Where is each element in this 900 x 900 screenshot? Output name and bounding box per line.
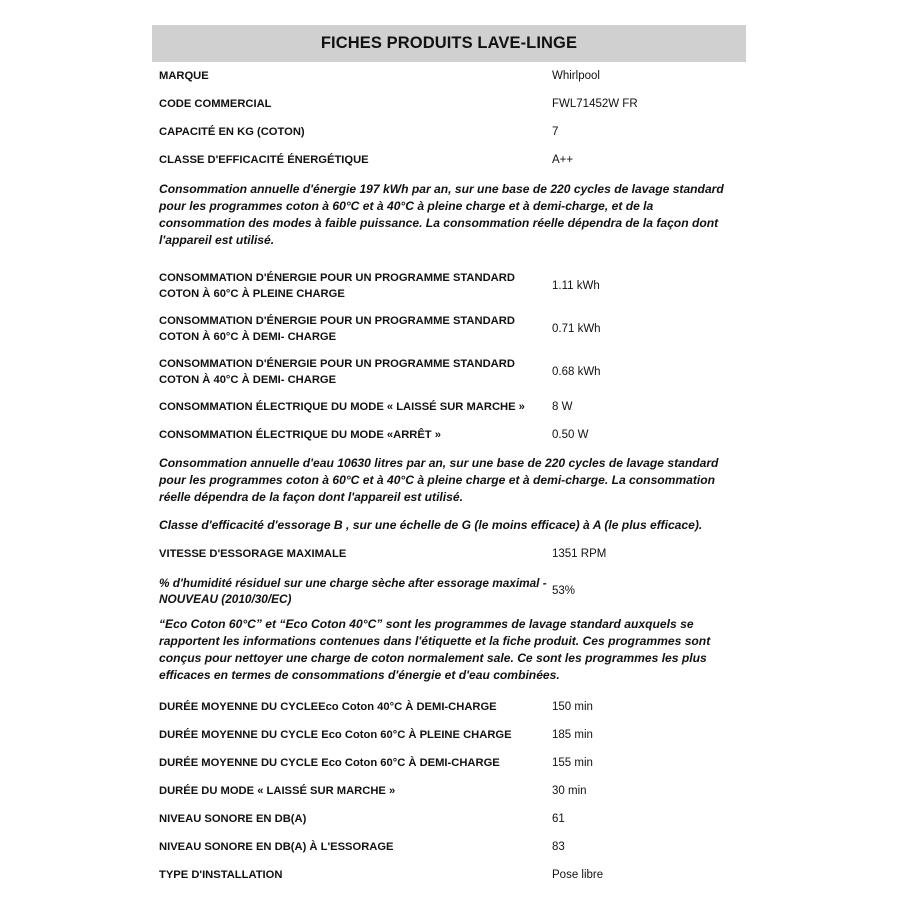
row-label: CONSOMMATION D'ÉNERGIE POUR UN PROGRAMME STANDARD COTON À 60°C À PLEINE CHARGE [159, 271, 515, 300]
row-value: 1.11 kWh [552, 279, 600, 292]
row-value: FWL71452W FR [552, 98, 638, 110]
row-energy-60-full [152, 264, 746, 307]
row-value: A++ [552, 154, 574, 166]
row-cycle-eco60-half [152, 749, 746, 777]
row-value: 150 min [552, 701, 593, 713]
row-value: 7 [552, 126, 559, 138]
energy-consumption-note: Consommation annuelle d'énergie 197 kWh par an, sur une base de 220 cycles de lavage standard pour les programmes coton à 60°C et à 40°C à pleine charge et à demi-charge, et de la consommation des modes à faible puissance. La consommation réelle dépendra de la façon dont l'appareil est utilisé. [159, 182, 724, 247]
row-label: DURÉE MOYENNE DU CYCLEEco Coton 40°C À DEMI-CHARGE [159, 701, 497, 713]
row-energy-60-half [152, 307, 746, 350]
product-sheet [152, 25, 746, 889]
row-label: CONSOMMATION ÉLECTRIQUE DU MODE «ARRÊT » [159, 429, 441, 441]
row-off-mode-power [152, 421, 746, 449]
row-brand [152, 62, 746, 90]
row-value: 83 [552, 841, 565, 853]
row-label: NIVEAU SONORE EN DB(A) À L'ESSORAGE [159, 841, 394, 853]
eco-programs-note: “Eco Coton 60°C” et “Eco Coton 40°C” sont les programmes de lavage standard auxquels se rapportent les informations contenues dans l'étiquette et la fiche produit. Ces programmes sont conçus pour nettoyer une charge de coton normalement sale. Ce sont les programmes les plus efficaces en termes de consommations d'énergie et d'eau combinées. [159, 617, 711, 682]
row-energy-class [152, 146, 746, 174]
row-value: Pose libre [552, 869, 604, 881]
row-label: % d'humidité résiduel sur une charge sèche after essorage maximal - NOUVEAU (2010/30/EC) [159, 575, 547, 606]
row-label: MARQUE [159, 70, 209, 82]
row-label: DURÉE MOYENNE DU CYCLE Eco Coton 60°C À PLEINE CHARGE [159, 729, 512, 741]
row-value: 53% [552, 584, 576, 597]
row-label: CONSOMMATION D'ÉNERGIE POUR UN PROGRAMME STANDARD COTON À 60°C À DEMI- CHARGE [159, 314, 515, 343]
row-energy-40-half [152, 350, 746, 393]
row-installation-type [152, 861, 746, 889]
row-value: 185 min [552, 729, 593, 741]
row-residual-humidity [152, 568, 746, 613]
row-label: VITESSE D'ESSORAGE MAXIMALE [159, 548, 347, 560]
row-value: 1351 RPM [552, 548, 607, 560]
row-noise-level-spin [152, 833, 746, 861]
sheet-title: FICHES PRODUITS LAVE-LINGE [152, 25, 746, 62]
row-cycle-eco60-full [152, 721, 746, 749]
spin-efficiency-note: Classe d'efficacité d'essorage B , sur une échelle de G (le moins efficace) à A (le plus efficace). [159, 518, 703, 532]
row-label: DURÉE MOYENNE DU CYCLE Eco Coton 60°C À DEMI-CHARGE [159, 757, 500, 769]
row-value: 0.68 kWh [552, 365, 601, 378]
row-label: CAPACITÉ EN KG (COTON) [159, 126, 305, 138]
row-noise-level [152, 805, 746, 833]
row-value: 8 W [552, 401, 573, 413]
row-max-spin-speed [152, 540, 746, 568]
row-value: 61 [552, 813, 565, 825]
row-value: 0.71 kWh [552, 322, 601, 335]
row-left-on-duration [152, 777, 746, 805]
row-label: CONSOMMATION D'ÉNERGIE POUR UN PROGRAMME STANDARD COTON À 40°C À DEMI- CHARGE [159, 357, 515, 386]
row-label: DURÉE DU MODE « LAISSÉ SUR MARCHE » [159, 785, 396, 797]
row-label: CONSOMMATION ÉLECTRIQUE DU MODE « LAISSÉ SUR MARCHE » [159, 401, 525, 413]
row-value: 155 min [552, 757, 593, 769]
row-commercial-code [152, 90, 746, 118]
row-value: 0.50 W [552, 429, 589, 441]
row-cycle-eco40-half [152, 693, 746, 721]
row-label: CODE COMMERCIAL [159, 98, 272, 110]
row-label: NIVEAU SONORE EN DB(A) [159, 813, 307, 825]
row-left-on-mode-power [152, 393, 746, 421]
water-consumption-note: Consommation annuelle d'eau 10630 litres par an, sur une base de 220 cycles de lavage standard pour les programmes coton à 60°C et à 40°C à pleine charge et à demi-charge. La consommation réelle dépendra de la façon dont l'appareil est utilisé. [159, 456, 719, 504]
row-label: TYPE D'INSTALLATION [159, 869, 283, 881]
row-value: 30 min [552, 785, 587, 797]
row-label: CLASSE D'EFFICACITÉ ÉNERGÉTIQUE [159, 154, 369, 166]
row-capacity [152, 118, 746, 146]
row-value: Whirlpool [552, 70, 600, 82]
